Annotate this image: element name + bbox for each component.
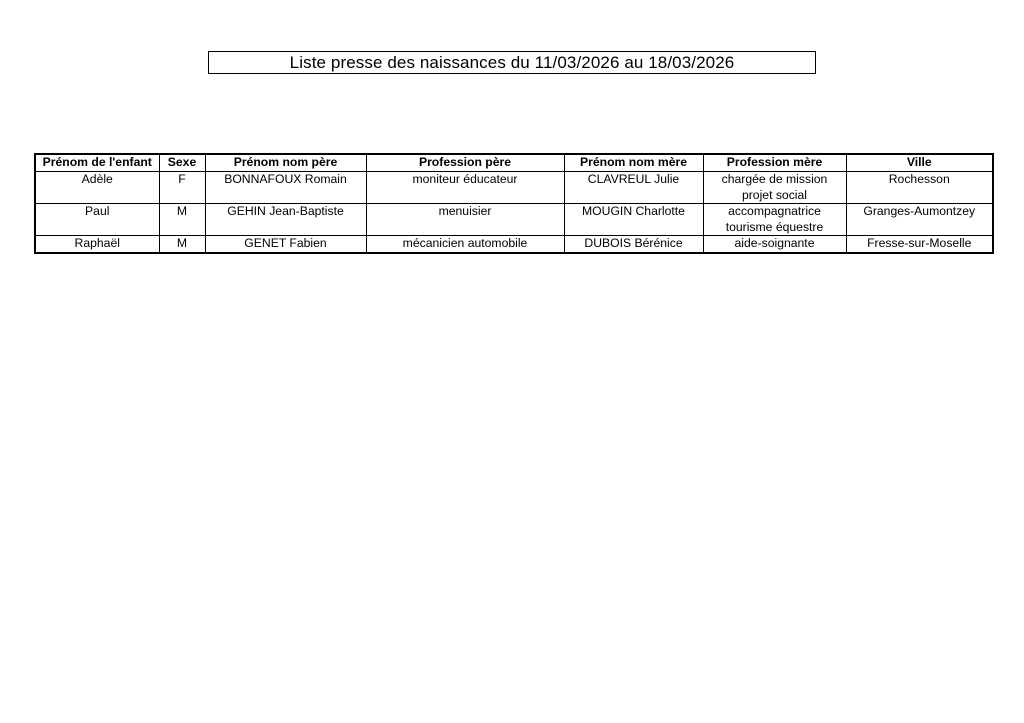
document-title (208, 51, 816, 74)
table-header-row (35, 154, 993, 172)
cell-child: Paul (35, 204, 159, 236)
header-mother-name: Prénom nom mère (564, 154, 703, 172)
document-title-text: Liste presse des naissances du 11/03/2026 au 18/03/2026 (289, 52, 735, 72)
header-sex: Sexe (159, 154, 205, 172)
cell-father: BONNAFOUX Romain (205, 172, 366, 204)
cell-city: Rochesson (846, 172, 993, 204)
header-city: Ville (846, 154, 993, 172)
cell-mother-job (703, 172, 846, 204)
cell-mother: CLAVREUL Julie (564, 172, 703, 204)
table-row (35, 236, 993, 253)
cell-father: GEHIN Jean-Baptiste (205, 204, 366, 236)
table-row (35, 204, 993, 236)
births-table (34, 153, 994, 254)
cell-mother-job-line2: projet social (741, 187, 808, 202)
cell-city: Fresse-sur-Moselle (846, 236, 993, 253)
cell-sex: F (159, 172, 205, 204)
table-row (35, 172, 993, 204)
cell-father-job: menuisier (366, 204, 564, 236)
header-mother-profession: Profession mère (703, 154, 846, 172)
cell-sex: M (159, 204, 205, 236)
cell-mother-job-line1: chargée de mission (721, 172, 828, 186)
cell-city: Granges-Aumontzey (846, 204, 993, 236)
cell-father-job: mécanicien automobile (366, 236, 564, 253)
header-father-profession: Profession père (366, 154, 564, 172)
cell-sex: M (159, 236, 205, 253)
cell-mother-job-line2: tourisme équestre (725, 219, 824, 234)
cell-mother-job-line1: accompagnatrice (728, 204, 821, 218)
cell-father: GENET Fabien (205, 236, 366, 253)
cell-mother-job (703, 204, 846, 236)
cell-child: Raphaël (35, 236, 159, 253)
cell-child: Adèle (35, 172, 159, 204)
header-father-name: Prénom nom père (205, 154, 366, 172)
header-child-first-name: Prénom de l'enfant (35, 154, 159, 172)
cell-mother-job: aide-soignante (703, 236, 846, 253)
cell-mother: DUBOIS Bérénice (564, 236, 703, 253)
cell-father-job: moniteur éducateur (366, 172, 564, 204)
cell-mother: MOUGIN Charlotte (564, 204, 703, 236)
